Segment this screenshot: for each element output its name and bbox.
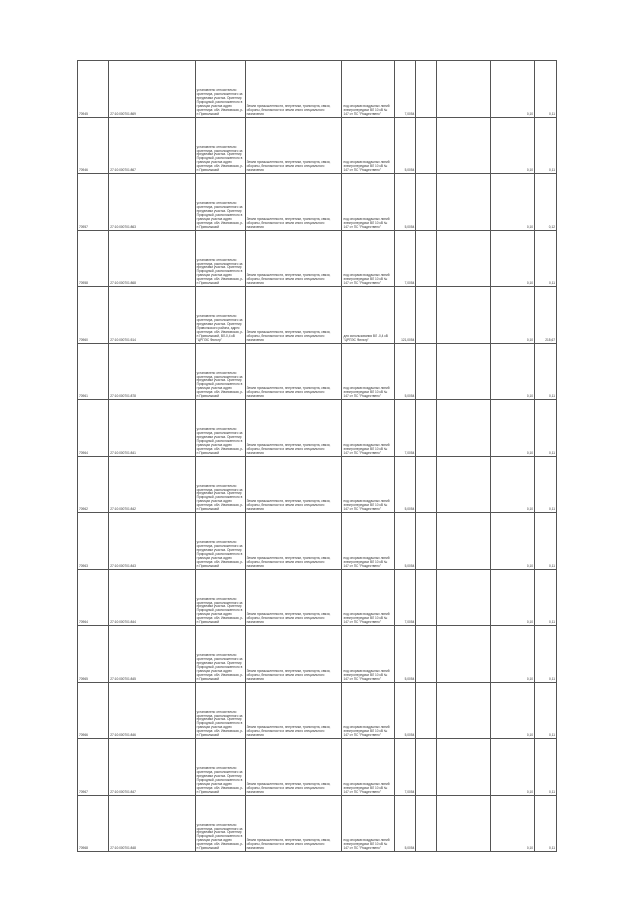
permitted-use-cell: под опорами воздушных линий электропередачи ВЛ 10 кВ № 147 от ПС "Рождествено" (342, 456, 394, 513)
location-description-cell: установлено относительно ориентира, расположенного за пределами участка. Ориентир Природный, расположенного в границах участка адрес ориентира: обл. Ивановская, р-н Приволжский (195, 343, 245, 400)
rent-cell: 0,12 (535, 174, 557, 231)
empty-cell (437, 739, 491, 796)
plot-number-cell: 70966 (78, 682, 109, 739)
land-category-cell: Земли промышленности, энергетики, транспорта, связи, обороны, безопасности и земли иного специального назначения (245, 343, 342, 400)
table-row (78, 513, 557, 570)
location-description-cell: установлено относительно ориентира, расположенного за пределами участка. Ориентир Природный, расположенного в границах участка адрес ориентира: обл. Ивановская, р-н Приволжский (195, 174, 245, 231)
rate-cell: 0,10 (491, 117, 535, 174)
area-cell: 7,0054 (394, 569, 416, 626)
area-cell: 5,0054 (394, 795, 416, 852)
plot-number-cell: 70957 (78, 174, 109, 231)
rate-cell: 0,10 (491, 61, 535, 118)
rent-cell: 0,11 (535, 400, 557, 457)
table-row (78, 174, 557, 231)
cadastral-number-cell: 27:10:000701:863 (109, 174, 195, 231)
rent-cell: 0,11 (535, 456, 557, 513)
rate-cell: 0,10 (491, 795, 535, 852)
permitted-use-cell: под опорами воздушных линий электропередачи ВЛ 10 кВ № 147 от ПС "Рождествено" (342, 117, 394, 174)
empty-cell (416, 626, 437, 683)
empty-cell (437, 626, 491, 683)
cadastral-number-cell: 27:10:000701:844 (109, 569, 195, 626)
land-category-cell: Земли промышленности, энергетики, транспорта, связи, обороны, безопасности и земли иного специального назначения (245, 61, 342, 118)
table-row (78, 456, 557, 513)
area-cell: 7,0054 (394, 61, 416, 118)
cadastral-number-cell: 27:10:000701:847 (109, 739, 195, 796)
area-cell: 5,0054 (394, 626, 416, 683)
permitted-use-cell: под опорами воздушных линий электропередачи ВЛ 10 кВ № 147 от ПС "Рождествено" (342, 174, 394, 231)
plot-number-cell: 70962 (78, 456, 109, 513)
plot-number-cell: 70958 (78, 230, 109, 287)
permitted-use-cell: под опорами воздушных линий электропередачи ВЛ 10 кВ № 147 от ПС "Рождествено" (342, 795, 394, 852)
plot-number-cell: 70946 (78, 117, 109, 174)
empty-cell (416, 343, 437, 400)
location-description-cell: установлено относительно ориентира, расположенного за пределами участка. Ориентир Природный, расположенного в границах участка адрес ориентира: обл. Ивановская, р-н Приволжский (195, 456, 245, 513)
table-row (78, 739, 557, 796)
cadastral-number-cell: 27:10:000701:878 (109, 343, 195, 400)
rate-cell: 0,10 (491, 682, 535, 739)
rate-cell: 0,10 (491, 456, 535, 513)
rent-cell: 0,11 (535, 513, 557, 570)
rate-cell: 0,10 (491, 230, 535, 287)
land-category-cell: Земли промышленности, энергетики, транспорта, связи, обороны, безопасности и земли иного специального назначения (245, 739, 342, 796)
table-row (78, 287, 557, 344)
permitted-use-cell: под опорами воздушных линий электропередачи ВЛ 10 кВ № 147 от ПС "Рождествено" (342, 400, 394, 457)
rent-cell: 215,67 (535, 287, 557, 344)
cadastral-number-cell: 27:10:000701:842 (109, 456, 195, 513)
land-category-cell: Земли промышленности, энергетики, транспорта, связи, обороны, безопасности и земли иного специального назначения (245, 400, 342, 457)
location-description-cell: установлено относительно ориентира, расположенного за пределами участка. Ориентир Природный, расположенного в границах участка адрес ориентира: обл. Ивановская, р-н Приволжский (195, 626, 245, 683)
area-cell: 5,0054 (394, 456, 416, 513)
location-description-cell: установлено относительно ориентира, расположенного за пределами участка. Ориентир Природный, расположенного в границах участка адрес ориентира: обл. Ивановская, р-н Приволжский (195, 61, 245, 118)
location-description-cell: установлено относительно ориентира, расположенного за пределами участка. Ориентир Природный, расположенного в границах участка адрес ориентира: обл. Ивановская, р-н Приволжский (195, 739, 245, 796)
plot-number-cell: 70965 (78, 626, 109, 683)
empty-cell (437, 569, 491, 626)
permitted-use-cell: под опорами воздушных линий электропередачи ВЛ 10 кВ № 147 от ПС "Рождествено" (342, 626, 394, 683)
land-plot-register-table (77, 60, 557, 852)
area-cell: 5,0054 (394, 513, 416, 570)
land-category-cell: Земли промышленности, энергетики, транспорта, связи, обороны, безопасности и земли иного специального назначения (245, 513, 342, 570)
rent-cell: 0,11 (535, 230, 557, 287)
table-row (78, 117, 557, 174)
table-row (78, 400, 557, 457)
land-category-cell: Земли промышленности, энергетики, транспорта, связи, обороны, безопасности и земли иного специального назначения (245, 626, 342, 683)
plot-number-cell: 70968 (78, 795, 109, 852)
area-cell: 5,0054 (394, 174, 416, 231)
area-cell: 7,0054 (394, 230, 416, 287)
area-cell: 5,0054 (394, 682, 416, 739)
rent-cell: 0,11 (535, 61, 557, 118)
plot-number-cell: 70964 (78, 400, 109, 457)
permitted-use-cell: под опорами воздушных линий электропередачи ВЛ 10 кВ № 147 от ПС "Рождествено" (342, 230, 394, 287)
rate-cell: 0,10 (491, 400, 535, 457)
empty-cell (416, 61, 437, 118)
permitted-use-cell: под опорами воздушных линий электропередачи ВЛ 10 кВ № 147 от ПС "Рождествено" (342, 739, 394, 796)
empty-cell (416, 230, 437, 287)
rate-cell: 0,10 (491, 626, 535, 683)
register-body (78, 61, 557, 852)
land-category-cell: Земли промышленности, энергетики, транспорта, связи, обороны, безопасности и земли иного специального назначения (245, 117, 342, 174)
land-category-cell: Земли промышленности, энергетики, транспорта, связи, обороны, безопасности и земли иного специального назначения (245, 174, 342, 231)
empty-cell (437, 456, 491, 513)
location-description-cell: установлено относительно ориентира, расположенного за пределами участка. Ориентир Природный, расположенного в границах участка адрес ориентира: обл. Ивановская, р-н Приволжский (195, 400, 245, 457)
location-description-cell: установлено относительно ориентира, расположенного за пределами участка. Ориентир Природный, расположенного в границах участка адрес ориентира: обл. Ивановская, р-н Приволжский (195, 795, 245, 852)
empty-cell (437, 230, 491, 287)
cadastral-number-cell: 27:10:000701:869 (109, 61, 195, 118)
permitted-use-cell: для использования ВЛ -0,4 кВ "ЦРПЭС Фильтр" (342, 287, 394, 344)
rate-cell: 0,10 (491, 739, 535, 796)
empty-cell (437, 682, 491, 739)
rent-cell: 0,11 (535, 795, 557, 852)
location-description-cell: установлено относительно ориентира, расположенного за пределами участка. Ориентир Приволжского района, адрес ориентира: обл. Ивановская, р-н Приволжский, ВЛ-0,4 кВ "ЦРПЭС Фильтр" (195, 287, 245, 344)
plot-number-cell: 70967 (78, 739, 109, 796)
empty-cell (416, 739, 437, 796)
plot-number-cell: 70963 (78, 513, 109, 570)
table-row (78, 682, 557, 739)
location-description-cell: установлено относительно ориентира, расположенного за пределами участка. Ориентир Природный, расположенного в границах участка адрес ориентира: обл. Ивановская, р-н Приволжский (195, 230, 245, 287)
rent-cell: 0,11 (535, 739, 557, 796)
rate-cell: 0,10 (491, 287, 535, 344)
plot-number-cell: 70961 (78, 343, 109, 400)
land-category-cell: Земли промышленности, энергетики, транспорта, связи, обороны, безопасности и земли иного специального назначения (245, 569, 342, 626)
location-description-cell: установлено относительно ориентира, расположенного за пределами участка. Ориентир Природный, расположенного в границах участка адрес ориентира: обл. Ивановская, р-н Приволжский (195, 117, 245, 174)
area-cell: 5,0054 (394, 343, 416, 400)
rent-cell: 0,11 (535, 569, 557, 626)
rent-cell: 0,11 (535, 682, 557, 739)
table-row (78, 795, 557, 852)
table-row (78, 626, 557, 683)
land-category-cell: Земли промышленности, энергетики, транспорта, связи, обороны, безопасности и земли иного специального назначения (245, 456, 342, 513)
empty-cell (437, 117, 491, 174)
table-row (78, 230, 557, 287)
empty-cell (437, 174, 491, 231)
cadastral-number-cell: 27:10:000701:845 (109, 626, 195, 683)
cadastral-number-cell: 27:10:000701:841 (109, 400, 195, 457)
rate-cell: 0,10 (491, 569, 535, 626)
land-category-cell: Земли промышленности, энергетики, транспорта, связи, обороны, безопасности и земли иного специального назначения (245, 230, 342, 287)
empty-cell (437, 61, 491, 118)
cadastral-number-cell: 27:10:000701:843 (109, 513, 195, 570)
empty-cell (416, 682, 437, 739)
location-description-cell: установлено относительно ориентира, расположенного за пределами участка. Ориентир Природный, расположенного в границах участка адрес ориентира: обл. Ивановская, р-н Приволжский (195, 682, 245, 739)
empty-cell (416, 174, 437, 231)
rate-cell: 0,10 (491, 174, 535, 231)
empty-cell (437, 513, 491, 570)
empty-cell (416, 795, 437, 852)
table-row (78, 61, 557, 118)
empty-cell (416, 513, 437, 570)
empty-cell (416, 569, 437, 626)
location-description-cell: установлено относительно ориентира, расположенного за пределами участка. Ориентир Природный, расположенного в границах участка адрес ориентира: обл. Ивановская, р-н Приволжский (195, 513, 245, 570)
permitted-use-cell: под опорами воздушных линий электропередачи ВЛ 10 кВ № 147 от ПС "Рождествено" (342, 513, 394, 570)
cadastral-number-cell: 27:10:000701:848 (109, 795, 195, 852)
empty-cell (437, 400, 491, 457)
plot-number-cell: 70960 (78, 287, 109, 344)
cadastral-number-cell: 27:10:000701:868 (109, 230, 195, 287)
permitted-use-cell: под опорами воздушных линий электропередачи ВЛ 10 кВ № 147 от ПС "Рождествено" (342, 569, 394, 626)
rent-cell: 0,11 (535, 626, 557, 683)
table-row (78, 343, 557, 400)
land-category-cell: Земли промышленности, энергетики, транспорта, связи, обороны, безопасности и земли иного специального назначения (245, 287, 342, 344)
cadastral-number-cell: 27:10:000701:846 (109, 682, 195, 739)
empty-cell (416, 117, 437, 174)
plot-number-cell: 70964 (78, 569, 109, 626)
cadastral-number-cell: 27:10:000701:867 (109, 117, 195, 174)
empty-cell (416, 400, 437, 457)
area-cell: 7,0054 (394, 739, 416, 796)
empty-cell (416, 456, 437, 513)
permitted-use-cell: под опорами воздушных линий электропередачи ВЛ 10 кВ № 147 от ПС "Рождествено" (342, 682, 394, 739)
area-cell: 5,0054 (394, 117, 416, 174)
cadastral-number-cell: 27:10:000701:514 (109, 287, 195, 344)
rate-cell: 0,10 (491, 343, 535, 400)
empty-cell (437, 343, 491, 400)
empty-cell (416, 287, 437, 344)
location-description-cell: установлено относительно ориентира, расположенного за пределами участка. Ориентир Природный, расположенного в границах участка адрес ориентира: обл. Ивановская, р-н Приволжский (195, 569, 245, 626)
land-category-cell: Земли промышленности, энергетики, транспорта, связи, обороны, безопасности и земли иного специального назначения (245, 795, 342, 852)
rate-cell: 0,10 (491, 513, 535, 570)
permitted-use-cell: под опорами воздушных линий электропередачи ВЛ 10 кВ № 147 от ПС "Рождествено" (342, 343, 394, 400)
permitted-use-cell: под опорами воздушных линий электропередачи ВЛ 10 кВ № 147 от ПС "Рождествено" (342, 61, 394, 118)
empty-cell (437, 287, 491, 344)
rent-cell: 0,11 (535, 117, 557, 174)
area-cell: 121,0054 (394, 287, 416, 344)
rent-cell: 0,11 (535, 343, 557, 400)
land-category-cell: Земли промышленности, энергетики, транспорта, связи, обороны, безопасности и земли иного специального назначения (245, 682, 342, 739)
empty-cell (437, 795, 491, 852)
area-cell: 7,0054 (394, 400, 416, 457)
plot-number-cell: 70945 (78, 61, 109, 118)
table-row (78, 569, 557, 626)
